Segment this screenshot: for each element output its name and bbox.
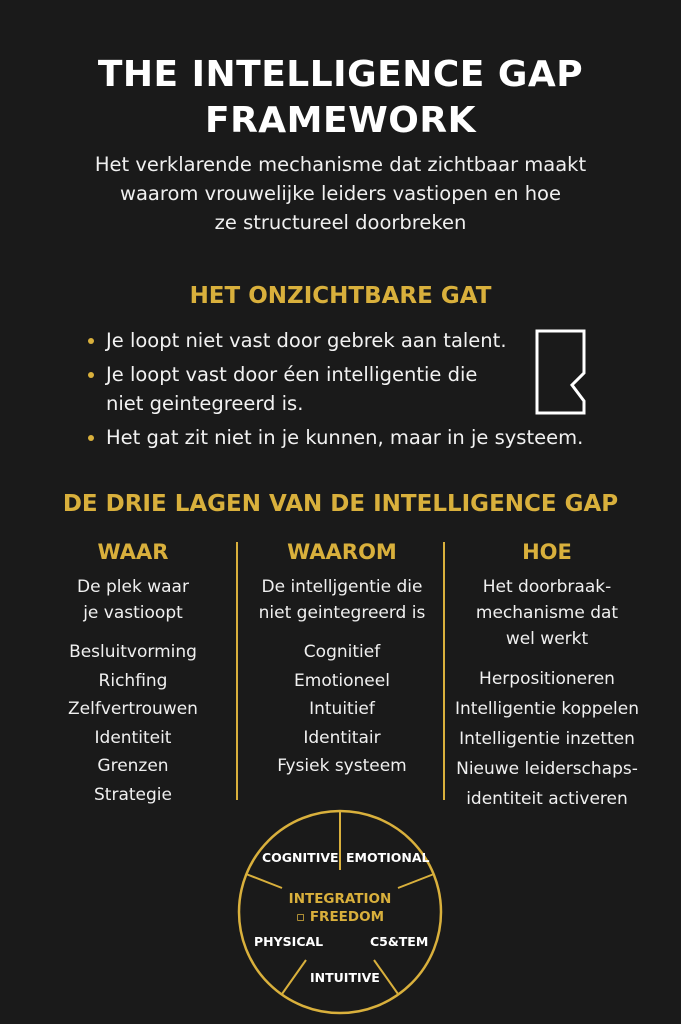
bullet-item: [88, 326, 608, 355]
wheel-center-line: ▫ FREEDOM: [295, 909, 385, 925]
column-divider: [236, 542, 238, 800]
wheel-center-label: [236, 890, 444, 926]
wheel-segment-emotional: EMOTIONAL: [346, 850, 430, 865]
column-item: Emotioneel: [294, 670, 390, 691]
bullet-text: Je loopt vast door éen intelligentie die: [106, 363, 478, 386]
bullet-dot-icon: [88, 372, 94, 378]
bullet-item: [88, 360, 608, 418]
column-waar: [48, 538, 218, 809]
column-waarom: [252, 538, 432, 781]
column-desc-line: mechanisme dat: [475, 603, 619, 623]
column-item: Zelfvertrouwen: [68, 699, 198, 719]
wheel-center-line: INTEGRATION: [288, 891, 392, 907]
column-desc-line: Het doorbraak-: [482, 577, 612, 597]
bullet-dot-icon: [88, 435, 94, 441]
column-item: Intelligentie inzetten: [459, 729, 635, 749]
column-item: Besluitvorming: [69, 642, 197, 662]
column-desc-line: De intelljgentie die: [261, 577, 423, 597]
column-item: Intelligentie koppelen: [455, 699, 639, 719]
page-subtitle: [0, 150, 681, 237]
column-item: Strategie: [94, 784, 172, 805]
bullet-item: [88, 423, 608, 452]
column-description: [48, 574, 218, 626]
wheel-segment-system: C5&TEM: [370, 934, 429, 949]
column-item: Grenzen: [97, 756, 169, 776]
layers-section-heading: DE DRIE LAGEN VAN DE INTELLIGENCE GAP: [62, 491, 619, 517]
column-hoe: [447, 538, 647, 814]
column-description: [447, 574, 647, 652]
column-description: [252, 574, 432, 626]
column-desc-line: wel werkt: [505, 629, 589, 649]
integration-wheel: [236, 808, 444, 1016]
bullet-text: Het gat zit niet in je kunnen, maar in je systeem.: [106, 426, 584, 449]
column-desc-line: De plek waar: [77, 577, 189, 597]
column-item: Herpositioneren: [479, 669, 615, 689]
column-title: WAAROM: [287, 540, 397, 564]
column-item: Identitair: [303, 727, 381, 748]
page-title: [0, 52, 681, 144]
column-items: [252, 638, 432, 781]
column-divider: [443, 542, 445, 800]
column-item: Richfing: [98, 670, 168, 691]
wheel-segment-cognitive: COGNITIVE: [262, 850, 339, 865]
column-desc-line: niet geintegreerd is: [258, 603, 426, 623]
wheel-segment-intuitive: INTUITIVE: [310, 970, 380, 985]
column-title: HOE: [522, 540, 572, 564]
bullet-dot-icon: [88, 338, 94, 344]
bullet-text: Je loopt niet vast door gebrek aan talent.: [106, 329, 507, 352]
column-items: [48, 638, 218, 809]
column-item: Cognitief: [303, 642, 381, 662]
title-line: FRAMEWORK: [204, 100, 477, 141]
bracket-gap-icon: [532, 327, 590, 417]
wheel-segment-physical: PHYSICAL: [254, 934, 324, 949]
gap-section-heading: HET ONZICHTBARE GAT: [189, 283, 492, 309]
gap-bullet-list: [88, 326, 608, 457]
column-desc-line: je vastioopt: [83, 603, 183, 623]
column-item: Identiteit: [94, 727, 172, 748]
column-title: WAAR: [97, 540, 169, 564]
title-line: THE INTELLIGENCE GAP: [97, 54, 584, 95]
subtitle-line: ze structureel doorbreken: [214, 211, 467, 234]
column-item: identiteit activeren: [466, 789, 628, 809]
column-items: [447, 664, 647, 814]
subtitle-line: waarom vrouwelijke leiders vastiopen en hoe: [120, 182, 561, 205]
column-item: Nieuwe leiderschaps-: [456, 759, 638, 779]
column-item: Fysiek systeem: [277, 756, 407, 776]
bullet-text: niet geintegreerd is.: [106, 392, 304, 415]
subtitle-line: Het verklarende mechanisme dat zichtbaar maakt: [94, 153, 587, 176]
column-item: Intuitief: [309, 699, 375, 719]
